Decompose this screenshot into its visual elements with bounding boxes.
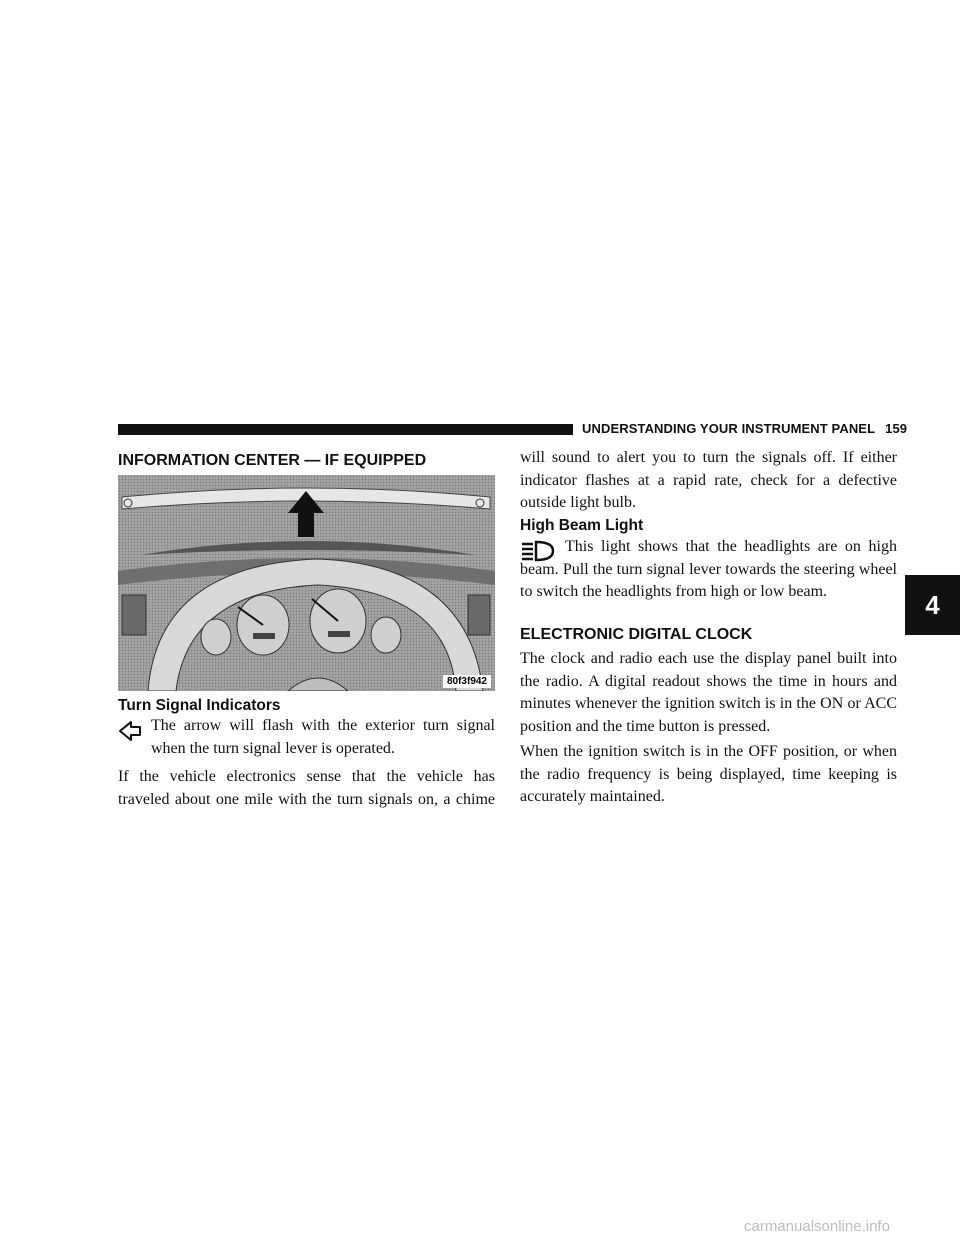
clock-title: ELECTRONIC DIGITAL CLOCK [520, 626, 753, 643]
running-header [582, 421, 907, 436]
turn-signal-arrow-icon [118, 720, 142, 742]
turn-signal-paragraph: If the vehicle electronics sense that the vehicle has traveled about one mile with the turn signals on, a chime [118, 768, 495, 808]
figure-label: 80f3f942 [443, 675, 491, 688]
info-center-title: INFORMATION CENTER — IF EQUIPPED [118, 452, 427, 469]
clock-paragraph-2: When the ignition switch is in the OFF position, or when the radio frequency is being displayed, time keeping is accurately maintained. [520, 743, 897, 805]
turn-signal-paragraph-continued: will sound to alert you to turn the signals off. If either indicator flashes at a rapid rate, check for a defective outside light bulb. [520, 449, 897, 511]
dashboard-illustration [118, 475, 495, 691]
clock-paragraph-1: The clock and radio each use the display panel built into the radio. A digital readout shows the time in hours and minutes whenever the ignition switch is in the ON or ACC position and the time button is pressed. [520, 650, 897, 735]
page-number: 159 [885, 421, 908, 436]
high-beam-title: High Beam Light [520, 517, 644, 534]
instrument-panel-figure [118, 475, 495, 691]
high-beam-text: This light shows that the headlights are on high beam. Pull the turn signal lever towards the steering wheel to switch the headlights from high or low beam. [520, 538, 897, 600]
header-section-title: UNDERSTANDING YOUR INSTRUMENT PANEL [582, 421, 876, 436]
watermark: carmanualsonline.info [744, 1218, 890, 1235]
turn-signal-icon-text: The arrow will flash with the exterior turn signal when the turn signal lever is operated. [151, 717, 495, 757]
chapter-tab: 4 [905, 575, 960, 635]
turn-signal-title: Turn Signal Indicators [118, 697, 281, 714]
header-rule [118, 424, 573, 435]
